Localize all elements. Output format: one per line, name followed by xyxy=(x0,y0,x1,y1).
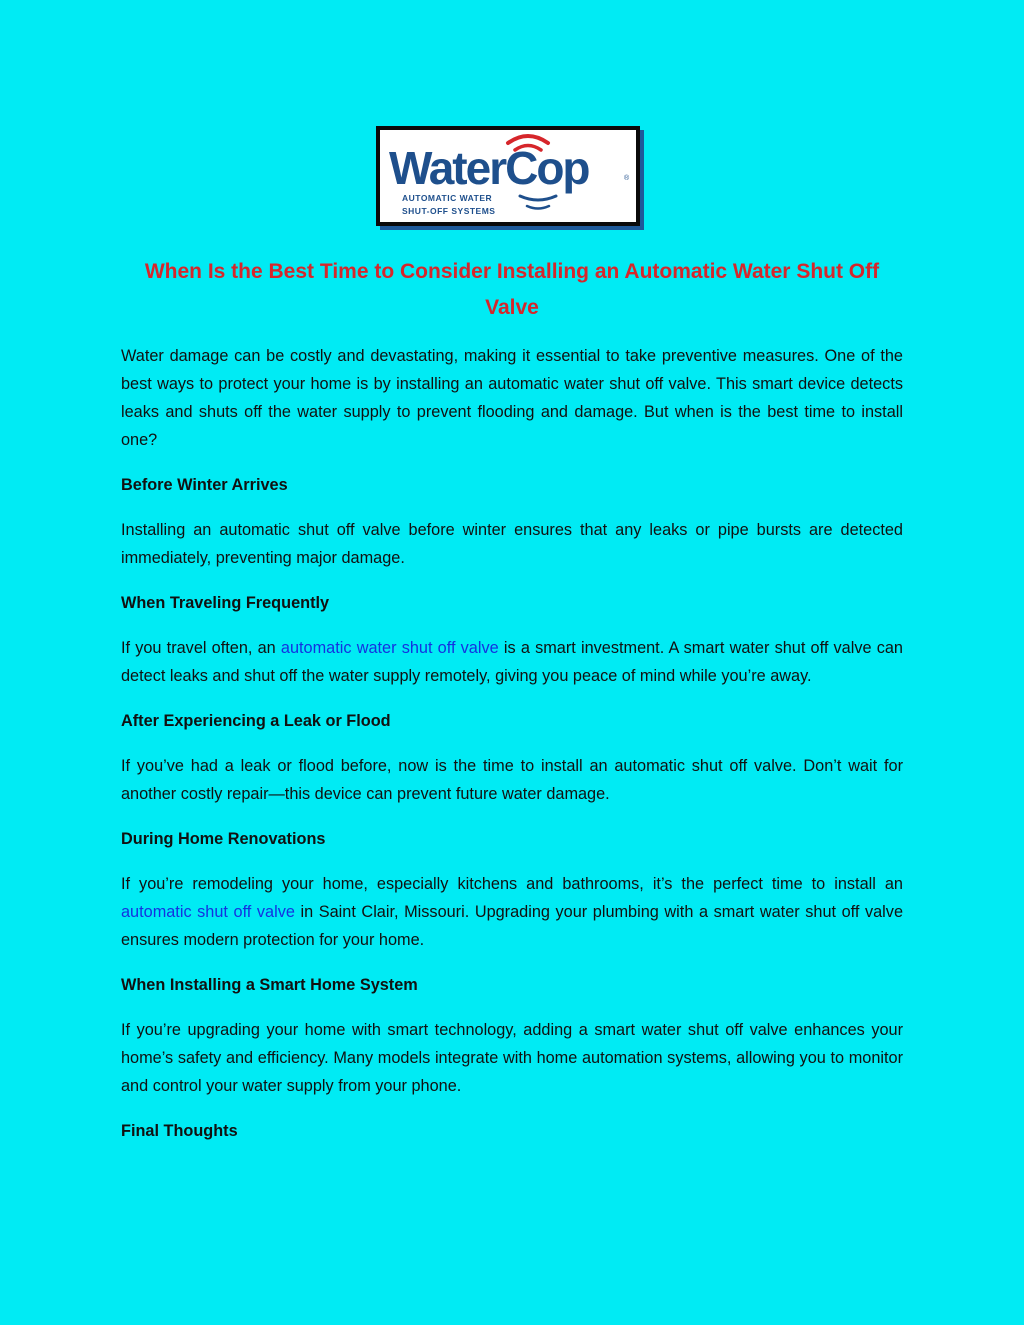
automatic-shut-off-valve-link[interactable]: automatic shut off valve xyxy=(121,903,295,921)
intro-paragraph: Water damage can be costly and devastating, making it essential to take preventive measures. One of the best ways to protect your home is by installing an automatic water shut off valve. This smart device detects leaks and shuts off the water supply to prevent flooding and damage. But when is the best time to install one? xyxy=(121,347,903,449)
section-text-leak-flood: If you’ve had a leak or flood before, now is the time to install an automatic shut off valve. Don’t wait for another costly repair—this device can prevent future water damage. xyxy=(121,757,903,803)
article-title: When Is the Best Time to Consider Installing an Automatic Water Shut Off Valve xyxy=(144,260,880,319)
section-text-renovations xyxy=(121,870,903,954)
section-heading-final-thoughts: Final Thoughts xyxy=(121,1122,238,1140)
text-segment: in Saint Clair, Missouri. Upgrading your plumbing with a smart water shut off valve ensures modern protection for your home. xyxy=(121,903,904,949)
section-text-traveling xyxy=(121,634,903,690)
logo-tagline-line2: SHUT-OFF SYSTEMS xyxy=(402,206,496,216)
section-heading-traveling: When Traveling Frequently xyxy=(121,594,330,612)
automatic-water-shut-off-valve-link[interactable]: automatic water shut off valve xyxy=(280,639,499,657)
registered-mark: ® xyxy=(624,175,630,182)
logo-tagline-line1: AUTOMATIC WATER xyxy=(402,193,493,203)
ripple-arc-inner-icon xyxy=(527,206,549,209)
text-segment: is a smart investment. A smart water shut off valve can detect leaks and shut off the water supply remotely, giving you peace of mind while you’re away. xyxy=(121,639,903,685)
section-text-smart-home: If you’re upgrading your home with smart technology, adding a smart water shut off valve enhances your home’s safety and efficiency. Many models integrate with home automation systems, allowing you to monitor and control your water supply from your phone. xyxy=(121,1021,903,1095)
section-heading-smart-home: When Installing a Smart Home System xyxy=(121,976,418,994)
article-body xyxy=(121,342,903,1162)
watercop-logo xyxy=(376,126,640,226)
text-segment: If you travel often, an xyxy=(121,639,281,657)
section-heading-winter: Before Winter Arrives xyxy=(121,476,288,494)
section-heading-leak-flood: After Experiencing a Leak or Flood xyxy=(121,712,391,730)
text-segment: If you’re remodeling your home, especially kitchens and bathrooms, it’s the perfect time to install an xyxy=(121,875,903,893)
logo-graphic xyxy=(380,130,636,222)
ripple-arc-outer-icon xyxy=(520,196,556,200)
section-heading-renovations: During Home Renovations xyxy=(121,830,326,848)
section-text-winter: Installing an automatic shut off valve before winter ensures that any leaks or pipe bursts are detected immediately, preventing major damage. xyxy=(121,521,903,567)
logo-wordmark: WaterCop xyxy=(389,142,589,194)
